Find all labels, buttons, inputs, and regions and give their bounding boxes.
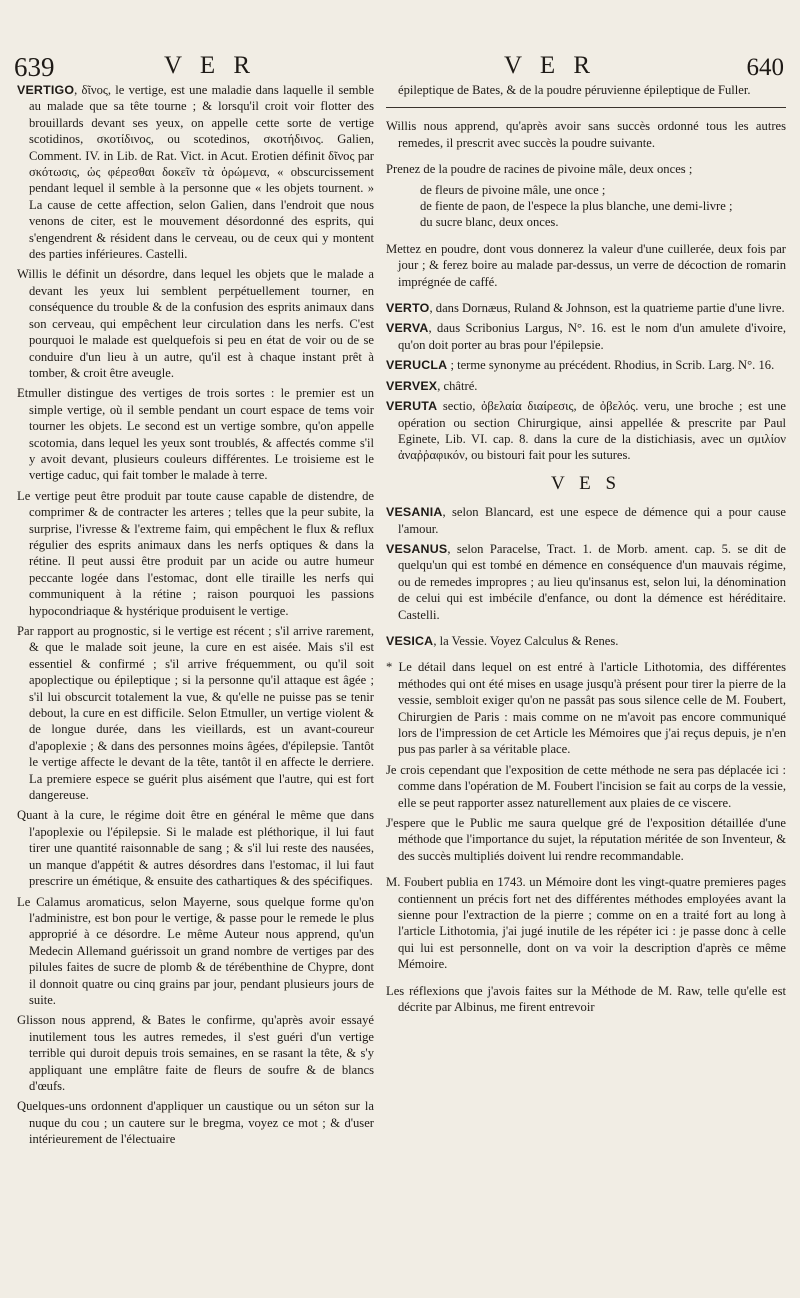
page-number-left: 639 bbox=[14, 52, 55, 82]
continuation-text: épileptique de Bates, & de la poudre péruvienne épileptique de Fuller. bbox=[398, 83, 751, 97]
entry-text: , daus Scribonius Largus, N°. 16. est le nom d'un amulete d'ivoire, qu'on doit porter au bras pour l'épilepsie. bbox=[398, 321, 786, 352]
recipe-item: de fleurs de pivoine mâle, une once ; bbox=[420, 182, 606, 197]
entry-headword: VERTIGO bbox=[17, 83, 75, 97]
paragraph: Etmuller distingue des vertiges de trois sortes : le premier est un simple vertige, où il semble pendant un court espace de tems voir tourner les objets. Le second est un vertige sombre, qu'on appelle scotomia, dans lequel les yeux sont troublés, & affectés comme s'il y avoit devant, plusieurs couleurs différentes. Le troisieme est le vertige caduc, qui fait tomber le malade à terre. bbox=[17, 386, 374, 483]
entry-headword: VESICA bbox=[386, 633, 434, 648]
paragraph: Willis le définit un désordre, dans lequel les objets que le malade a devant les yeux lui semblent perpétuellement tourner, en conséquence du trouble & de la confusion des esprits animaux dans son cerveau, qui empêchent leur circulation dans les nerfs. C'est pourquoi le malade est quelquefois si peu en état de voir ou de se conduire d'un lieu à un autre, qu'il est à chaque instant prêt à tomber, & croit être aveugle. bbox=[17, 267, 374, 380]
entry-vervex bbox=[386, 378, 786, 394]
page-header bbox=[0, 52, 800, 86]
entry-headword: VESANIA bbox=[386, 505, 443, 520]
entry-vesania bbox=[386, 504, 786, 537]
entry-headword: VERUTA bbox=[386, 399, 438, 414]
entry-headword: VERVA bbox=[386, 321, 429, 336]
entry-vesica bbox=[386, 633, 786, 649]
entry-text: sectio, ὀβελαία διαίρεσις, de ὀβελός. veru, une broche ; est une opération ou section Chirurgique, ainsi appellée & prescrite par Paul Eginete, Lib. VI. cap. 8. dans la cure de la distichiasis, avec un σμιλίον ἀναῤῥαφικόν, ou bistouri fait pour les sutures. bbox=[398, 399, 786, 463]
divider bbox=[386, 107, 786, 108]
paragraph: Glisson nous apprend, & Bates le confirme, qu'après avoir essayé inutilement tous les autres remedes, il s'est guéri d'un vertige terrible qui duroit depuis trois semaines, en se rasant la tête, & s'y appliquant une emplâtre faite de fleurs de soufre & de blancs d'œufs. bbox=[17, 1013, 374, 1093]
recipe-item: du sucre blanc, deux onces. bbox=[420, 215, 559, 230]
page-number-right: 640 bbox=[746, 54, 784, 81]
entry-verto bbox=[386, 300, 786, 316]
entry-headword: VESANUS bbox=[386, 541, 448, 556]
entry-text: , châtré. bbox=[437, 378, 478, 393]
entry-text: , selon Paracelse, Tract. 1. de Morb. ament. cap. 5. se dit de quelqu'un qui est tombé en démence en conséquence d'un mauvais régime, ou de remedes impropres ; au lieu qu'insanus est, selon lui, la dénomination de celui qui est imbécile d'enfance, ou dont la démence est héréditaire. Castelli. bbox=[398, 541, 786, 622]
paragraph: Je crois cependant que l'exposition de cette méthode ne sera pas déplacée ici : comme dans l'opération de M. Foubert l'incision se fait au corps de la vessie, elle se peut rapporter assez naturellement aux plaies de ce viscere. bbox=[386, 762, 786, 810]
paragraph: J'espere que le Public me saura quelque gré de l'exposition détaillée d'une méthode que l'importance du sujet, la réputation méritée de son Inventeur, & des succès multipliés doivent lui rendre recommandable. bbox=[386, 816, 786, 863]
right-column bbox=[386, 82, 786, 1020]
entry-text: , selon Blancard, est une espece de démence qui a pour cause l'amour. bbox=[398, 505, 786, 536]
recipe-intro: Prenez de la poudre de racines de pivoine mâle, deux onces ; bbox=[386, 162, 693, 177]
running-headword-right: V E R bbox=[504, 52, 597, 79]
entry-vertigo bbox=[17, 82, 374, 262]
paragraph: Par rapport au prognostic, si le vertige est récent ; s'il arrive rarement, & que le malade soit jeune, la cure en est aisée. Mais s'il est essentiel & confirmé ; s'il arrive fréquemment, ou qu'il soit apoplectique ou épileptique ; si la personne qu'il attaque est âgée ; s'il lui obscurcit totalement la vue, & qu'elle ne puisse pas se tenir debout, la cure en est difficile. Selon Etmuller, un vertige violent & de longue durée, dans les vieillards, est un avant-coureur d'apoplexie ; & dans des personnes moins âgées, d'épilepsie. Tantôt le vertige affecte le devant de la tête, tantôt il en affecte le derriere. La premiere espece se guérit plus aisément que l'autre, qui est fort dangereuse. bbox=[17, 624, 374, 803]
entry-text: , la Vessie. Voyez Calculus & Renes. bbox=[433, 633, 619, 648]
paragraph: * Le détail dans lequel on est entré à l'article Lithotomia, des différentes méthodes qui ont été mises en usage jusqu'à présent pour tirer la pierre de la vessie, sembloit exiger qu'on ne passât pas sous silence celle de M. Foubert, Chirurgien de Paris : mais comme on ne m'avoit pas encore communiqué lors de l'impression de cet Article les Mémoires que j'ai reçus depuis, je n'en pus pas parler à sa véritable place. bbox=[386, 660, 786, 757]
running-headword-left: V E R bbox=[164, 52, 257, 79]
paragraph: Quant à la cure, le régime doit être en général le même que dans l'apoplexie ou l'épilepsie. Si le malade est pléthorique, il lui faut tirer une quantité raisonnable de sang ; & s'il lui reste des nausées, un manque d'appétit & autres désordres dans l'estomac, il lui faut prescrire un émétique, & ensuite des cathartiques & des spécifiques. bbox=[17, 808, 374, 889]
entry-verucla bbox=[386, 357, 786, 373]
entry-text: , dans Dornæus, Ruland & Johnson, est la quatrieme partie d'une livre. bbox=[429, 301, 785, 316]
entry-headword: VERTO bbox=[386, 301, 430, 316]
section-title: V E S bbox=[550, 472, 622, 494]
entry-headword: VERUCLA bbox=[386, 358, 448, 373]
paragraph: Le Calamus aromaticus, selon Mayerne, sous quelque forme qu'on l'administre, est bon pour le vertige, & passe pour le remede le plus approprié à ce désordre. Le même Auteur nous apprend, qu'un Medecin Allemand guérissoit un grand nombre de vertiges par des pilules faites de sucre de plomb & de térébenthine de Chypre, dont il donnoit quatre ou cinq grains par jour, pendant plusieurs jours de suite. bbox=[17, 894, 374, 1007]
paragraph: M. Foubert publia en 1743. un Mémoire dont les vingt-quatre premieres pages contiennent un précis fort net des différentes méthodes employées avant la sienne pour l'extraction de la pierre ; comme on en a traité fort au long à l'article Lithotomia, j'ai jugé inutile de les répéter ici : je passe donc à celle qui lui est personnelle, dont on va voir la description d'après ce même Mémoire. bbox=[386, 875, 786, 972]
entry-headword: VERVEX bbox=[386, 378, 438, 393]
entry-text: , δῖνος, le vertige, est une maladie dans laquelle il semble au malade que sa tête tourne ; & lorsqu'il croit voir flotter des brouillards devant ses yeux, on appelle cette sorte de vertige scotidinos, σκοτίδινος, ou scotedinos, σκοτήδινος. Galien, Comment. IV. in Lib. de Rat. Vict. in Acut. Erotien définit δῖνος par σκότωσις, ὡς φέρεσθαι δοκεῖν τὰ ὁρώμενα, « obscurcissement pendant lequel il semble à la personne que « les objets tournent. » La cause de cette affection, selon Galien, dans l'endroit que nous venons de citer, est le mouvement désordonné des esprits, qui s'engendrent & résident dans le cerveau, ou de ceux qui y montent des parties inférieures. Castelli. bbox=[29, 83, 374, 262]
left-column bbox=[17, 82, 374, 1152]
entry-verva bbox=[386, 320, 786, 353]
paragraph: Mettez en poudre, dont vous donnerez la valeur d'une cuillerée, deux fois par jour ; & ferez boire au malade par-dessus, un verre de décoction de romarin imprégnée de caffé. bbox=[386, 241, 786, 289]
entry-vesanus bbox=[386, 541, 786, 623]
paragraph: Quelques-uns ordonnent d'appliquer un caustique ou un séton sur la nuque du cou ; un cautere sur le bregma, voyez ce mot ; & d'user intérieurement de l'électuaire bbox=[17, 1099, 374, 1147]
entry-veruta bbox=[386, 398, 786, 464]
paragraph: Willis nous apprend, qu'après avoir sans succès ordonné tous les autres remedes, il prescrit avec succès la poudre suivante. bbox=[386, 119, 786, 150]
paragraph: Le vertige peut être produit par toute cause capable de distendre, de comprimer & de contracter les arteres ; telles que la peur subite, la surprise, l'ivresse & l'extreme faim, qui empêchent le flux & reflux régulier des esprits animaux dans les nerfs optiques & dans la rétine. Il peut aussi être produit par un acide ou autre humeur peccante logée dans l'estomac, dont elle tiraille les nerfs qui communiquent à la rétine ; raison pourquoi les passions hypocondriaque & hystérique produisent le vertige. bbox=[17, 488, 374, 618]
recipe-item: de fiente de paon, de l'espece la plus blanche, une demi-livre ; bbox=[420, 199, 733, 214]
paragraph: Les réflexions que j'avois faites sur la Méthode de M. Raw, telle qu'elle est décrite par Albinus, me firent entrevoir bbox=[386, 983, 786, 1015]
entry-text: ; terme synonyme au précédent. Rhodius, in Scrib. Larg. N°. 16. bbox=[447, 358, 775, 373]
